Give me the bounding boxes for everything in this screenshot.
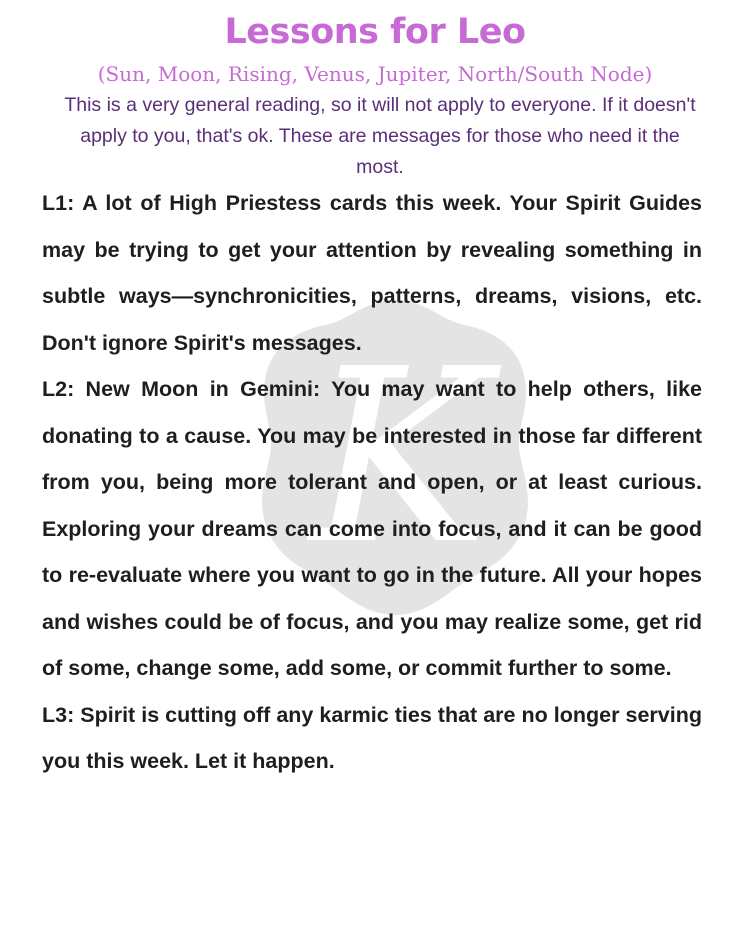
placements-subtitle: (Sun, Moon, Rising, Venus, Jupiter, North/South Node) xyxy=(97,62,653,86)
lesson-1: L1: A lot of High Priestess cards this week. Your Spirit Guides may be trying to get your attention by revealing something in subtle ways—synchronicities, patterns, dreams, visions, etc. Don't ignore Spirit's messages. xyxy=(42,191,702,355)
lesson-3: L3: Spirit is cutting off any karmic ties that are no longer serving you this week. Let it happen. xyxy=(42,702,702,773)
lessons-list xyxy=(42,180,702,785)
disclaimer-text: This is a very general reading, so it will not apply to everyone. If it doesn't apply to you, that's ok. These are messages for those who need it the most. xyxy=(64,94,696,178)
watermark-letter: K xyxy=(310,317,490,597)
page-title: Lessons for Leo xyxy=(224,12,526,52)
lesson-2: L2: New Moon in Gemini: You may want to help others, like donating to a cause. You may be interested in those far different from you, being more tolerant and open, or at least curious. Exploring your dreams can come into focus, and it can be good to re-evaluate where you want to go in the future. All your hopes and wishes could be of focus, and you may realize some, get rid of some, change some, add some, or commit further to some. xyxy=(42,377,702,680)
